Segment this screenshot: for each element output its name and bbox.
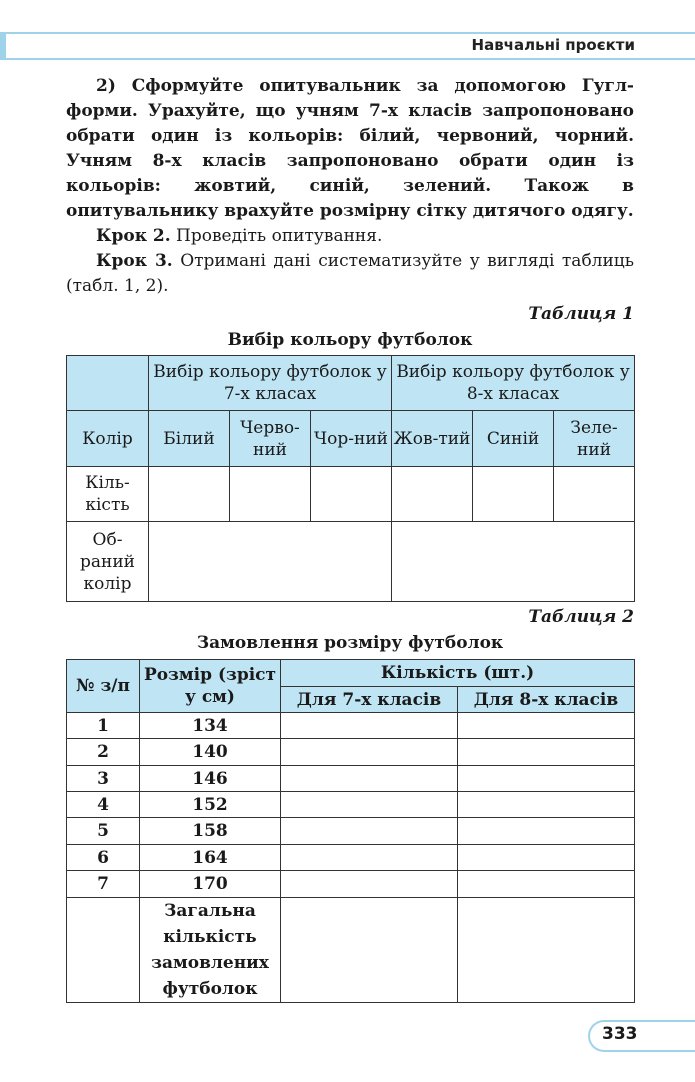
step-2-label: Крок 2. (96, 226, 171, 246)
table-2-label: Таблиця 2 (528, 607, 634, 627)
table-2-empty-cell (281, 739, 458, 766)
table-2-empty-cell (281, 766, 458, 792)
table-1-label: Таблиця 1 (528, 304, 634, 324)
table-1-corner-cell (67, 356, 149, 411)
table-1-empty-cell (230, 467, 311, 522)
table-row (67, 739, 635, 766)
step-2 (66, 224, 634, 249)
table-1-row-quantity-label: Кіль-кість (67, 467, 149, 522)
table-row (67, 792, 635, 818)
running-header: Навчальні проєкти (471, 36, 635, 54)
table-1-colour-cell: Черво-ний (230, 411, 311, 467)
table-2-empty-cell (458, 766, 635, 792)
table-1-row-chosen-label: Об-раний колір (67, 522, 149, 602)
table-1-colour-cell: Білий (149, 411, 230, 467)
row-number: 1 (67, 713, 140, 739)
table-2-title: Замовлення розміру футболок (196, 633, 504, 653)
table-2-col-num: № з/п (67, 660, 140, 713)
paragraph-task-2: 2) Сформуйте опитувальник за допомогою Гугл-форми. Урахуйте, що учням 7-х класів запропоновано обрати один із кольорів: білий, червоний, чорний. Учням 8-х класів запропоновано обрати один із кольорів: жовтий, синій, зелений. Також в опитувальнику врахуйте розмірну сітку дитячого одягу. (66, 76, 634, 221)
total-label: Загальна кількість замовлених футболок (140, 898, 281, 1003)
row-size: 140 (140, 739, 281, 766)
table-row (67, 871, 635, 898)
table-1-colour-cell: Зеле-ний (554, 411, 635, 467)
row-number: 7 (67, 871, 140, 898)
table-row (67, 713, 635, 739)
table-1-group-8: Вибір кольору футболок у 8-х класах (392, 356, 635, 411)
row-number: 2 (67, 739, 140, 766)
table-1-empty-cell (392, 522, 635, 602)
table-1-colour-header: Колір (67, 411, 149, 467)
step-2-text: Проведіть опитування. (170, 226, 383, 246)
row-size: 158 (140, 818, 281, 845)
row-size: 134 (140, 713, 281, 739)
table-1-colour-cell: Чор-ний (311, 411, 392, 467)
table-2-empty-cell (458, 713, 635, 739)
table-row-total (67, 898, 635, 1003)
table-2-empty-cell (281, 818, 458, 845)
table-2-empty-cell (281, 871, 458, 898)
row-number: 4 (67, 792, 140, 818)
step-3-label: Крок 3. (96, 251, 173, 271)
table-1-empty-cell (149, 467, 230, 522)
table-row (67, 818, 635, 845)
body-text (66, 74, 634, 299)
row-size: 170 (140, 871, 281, 898)
step-3-text: Отримані дані систематизуйте у вигляді таблиць (табл. 1, 2). (66, 251, 634, 296)
table-2-empty-cell (281, 845, 458, 871)
row-number: 6 (67, 845, 140, 871)
table-1-empty-cell (554, 467, 635, 522)
table-1-group-7: Вибір кольору футболок у 7-х класах (149, 356, 392, 411)
table-2-empty-cell (281, 713, 458, 739)
table-2-empty-cell (281, 898, 458, 1003)
table-1-empty-cell (392, 467, 473, 522)
table-2-col-8: Для 8-х класів (458, 687, 635, 713)
table-1-empty-cell (473, 467, 554, 522)
table-2-empty-cell (67, 898, 140, 1003)
table-1-colour-cell: Синій (473, 411, 554, 467)
page-number: 333 (602, 1024, 638, 1044)
row-size: 164 (140, 845, 281, 871)
table-2-col-size: Розмір (зріст у см) (140, 660, 281, 713)
table-2-empty-cell (281, 792, 458, 818)
table-row (67, 845, 635, 871)
table-2-empty-cell (458, 845, 635, 871)
table-2-empty-cell (458, 818, 635, 845)
step-3 (66, 249, 634, 299)
table-2-empty-cell (458, 792, 635, 818)
table-1-empty-cell (149, 522, 392, 602)
table-2-col-qty: Кількість (шт.) (281, 660, 635, 687)
table-2-empty-cell (458, 871, 635, 898)
table-2-size-order (66, 659, 635, 1003)
table-row (67, 766, 635, 792)
row-number: 3 (67, 766, 140, 792)
row-size: 146 (140, 766, 281, 792)
table-2-col-7: Для 7-х класів (281, 687, 458, 713)
row-number: 5 (67, 818, 140, 845)
table-2-empty-cell (458, 739, 635, 766)
table-1-colour-choice (66, 355, 635, 602)
table-1-title: Вибір кольору футболок (227, 330, 473, 350)
table-2-empty-cell (458, 898, 635, 1003)
row-size: 152 (140, 792, 281, 818)
table-1-empty-cell (311, 467, 392, 522)
table-1-colour-cell: Жов-тий (392, 411, 473, 467)
